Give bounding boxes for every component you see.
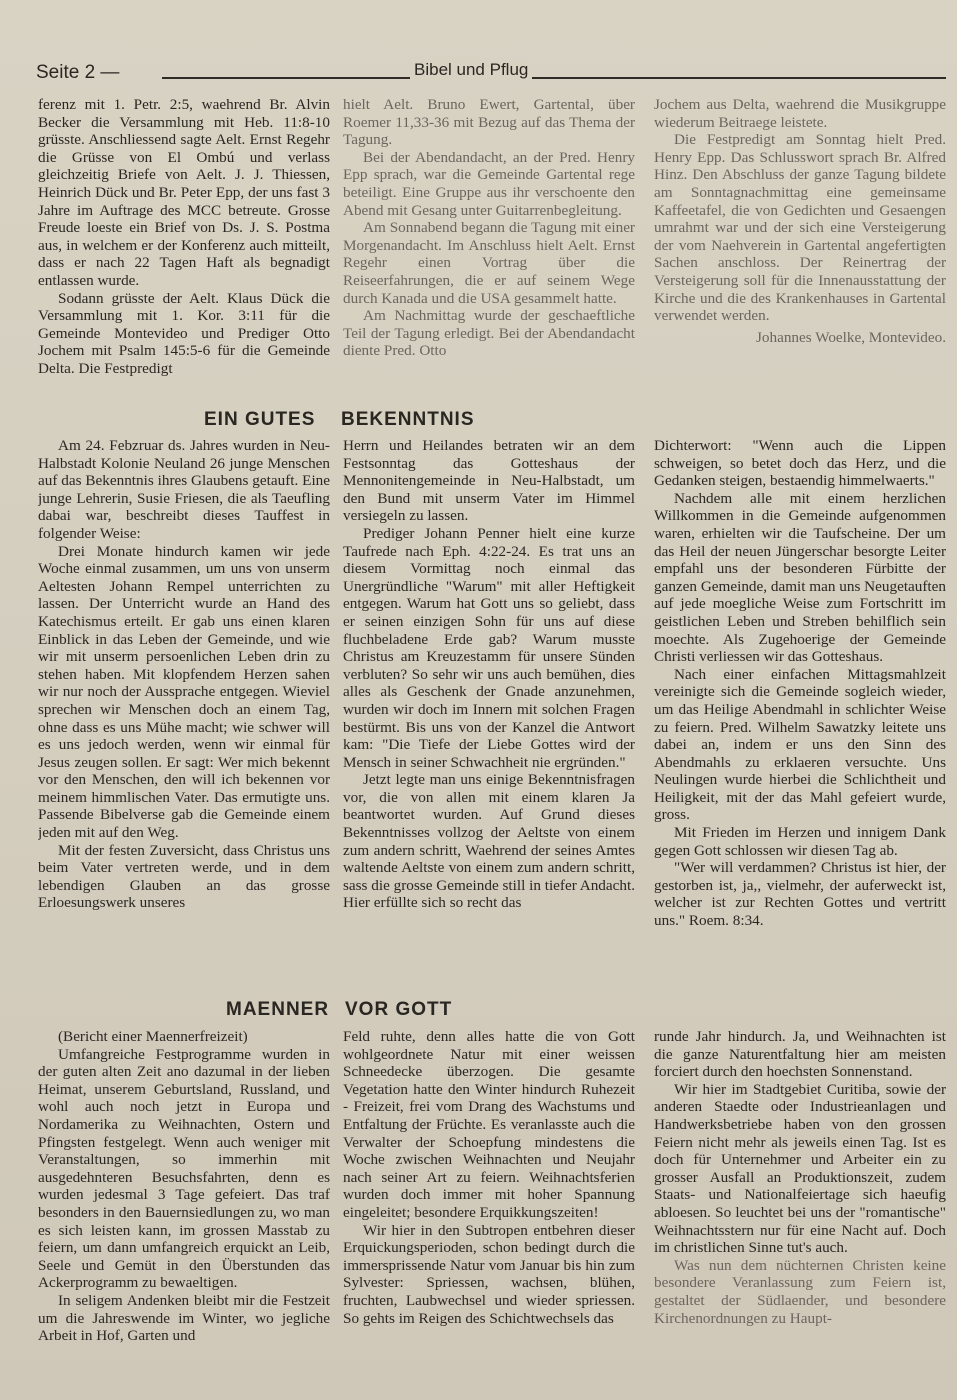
paragraph: Jetzt legte man uns einige Bekenntnisfragen vor, die von allen mit einem klaren Ja beantwortet wurden. Auf Grund dieses Bekenntnisses vollzog der Aeltste von einem zum andern schritt, Waehrend der seines Amtes waltende Aeltste von einem zum andern schritt, sass die grosse Gemeinde still in tiefer Andacht. Hier erfüllte sich so recht das	[343, 771, 635, 912]
paragraph: Herrn und Heilandes betraten wir an dem Festsonntag das Gotteshaus der Mennonitengemeinde in Neu-Halbstadt, um den Bund mit unserm Vater im Himmel versiegeln zu lassen.	[343, 437, 635, 525]
header-rule-right	[609, 77, 946, 79]
header-rule-left	[162, 77, 642, 79]
section1-column-1	[38, 96, 330, 396]
paragraph: Nachdem alle mit einem herzlichen Willkommen in die Gemeinde aufgenommen waren, erhielten wir die Taufscheine. Der um das Heil der neuen Jüngerschar besorgte Leiter empfahl uns der besonderen Fürbitte der ganzen Gemeinde, damit man uns Neugetauften auf jede moegliche Weise zum Fortschritt im geistlichen Leben und Streben behilflich sein moechte. Als Zugehoerige der Gemeinde Christi verliessen wir das Gotteshaus.	[654, 489, 946, 666]
article-headline-right: BEKENNTNIS	[341, 409, 475, 430]
paragraph: Wir hier in den Subtropen entbehren dieser Erquickungsperioden, schon bedingt durch die immersprissende Natur vom Januar bis hin zum Sylvester: Spriessen, wachsen, blühen, fruchten, Laubwechsel und wieder spriessen. So gehts im Reigen des Schichtwechsels das	[343, 1221, 635, 1327]
paragraph: "Wer will verdammen? Christus ist hier, der gestorben ist, ja,, vielmehr, der auferweckt ist, welcher ist zur Rechten Gottes und vertritt uns." Roem. 8:34.	[654, 859, 946, 930]
page-header	[36, 58, 946, 84]
paragraph: Wir hier im Stadtgebiet Curitiba, sowie der anderen Staedte oder Industrieanlagen und Handwerksbetriebe haben von den grossen Feiern nicht mehr als jeweils einen Tag. Ist es doch für Unternehmer und Arbeiter ein zu grosser Ausfall an Produktionszeit, zudem Staats- und Nationalfeiertage sich haeufig abloesen. So leuchtet bei uns der "romantische" Weihnachtsstern nur für eine Nacht auf. Doch im christlichen Sinne tut's auch.	[654, 1080, 946, 1257]
paragraph: Drei Monate hindurch kamen wir jede Woche einmal zusammen, um uns von unserm Aeltesten Johann Rempel unterrichten zu lassen. Der Unterricht wurde an Hand des Katechismus erteilt. Er gab uns einen klaren Einblick in das Leben der Gemeinde, und wie wir mit unserm persoenlichen Leben drin zu stehen haben. Mit klopfendem Herzen sahen wir nur noch der Aussprache entgegen. Wieviel sprechen wir Menschen doch an einem Tag, ohne dass es uns Mühe macht; wie schwer will es uns jedoch werden, wenn wir einmal für Jesus zeugen sollen. Er sagt: Wer mich bekennt vor den Menschen, den will ich bekennen vor meinem himmlischen Vater. Das ermutigte uns. Passende Bibelverse gab die Gemeinde einem jeden mit auf den Weg.	[38, 542, 330, 842]
article-headline-left: EIN GUTES	[204, 409, 316, 430]
paragraph: Mit Frieden im Herzen und innigem Dank gegen Gott schlossen wir diesen Tag ab.	[654, 824, 946, 859]
section3-column-2	[343, 1028, 635, 1400]
paragraph: In seligem Andenken bleibt mir die Festzeit um die Jahreswende im Winter, wo jegliche Arbeit in Hof, Garten und	[38, 1291, 330, 1345]
section2-column-1	[38, 437, 330, 987]
publication-title: Bibel und Pflug	[410, 60, 532, 80]
article-headline-right: VOR GOTT	[345, 999, 453, 1020]
paragraph: Prediger Johann Penner hielt eine kurze Taufrede nach Eph. 4:22-24. Es trat uns an diesem Vormittag noch einmal das Unergründliche "Warum" mit aller Heftigkeit entgegen. Warum hat Gott uns so geliebt, dass er seinen einzigen Sohn für uns auf diese fluchbeladene Erde gab? Warum musste Christus am Kreuzestamm für unsere Sünden verbluten? So sehr wir uns auch bemühen, dies alles als Geschenk der Gnade anzunehmen, wurden wir doch im Innern mit solchen Fragen bestürmt. Bis uns von der Kanzel die Antwort kam: "Die Tiefe der Liebe Gottes wird der Mensch in seiner Schwachheit nie ergründen."	[343, 524, 635, 771]
section2-column-3	[654, 437, 946, 987]
section3-column-3	[654, 1028, 946, 1400]
paragraph: Feld ruhte, denn alles hatte die von Gott wohlgeordnete Natur mit einer weissen Schneedecke überzogen. Die gesamte Vegetation hatte den Winter hindurch Ruhezeit - Freizeit, frei vom Drang des Wachstums und Entfaltung der Früchte. Es veranlasste auch die Verwalter der Schoepfung mindestens die Woche zwischen Weihnachten und Neujahr nach seiner Art zu feiern. Weihnachtsferien wurden doch immer mit hoher Spannung eingeleitet; besondere Erquikkungszeiten!	[343, 1028, 635, 1221]
paragraph: Dichterwort: "Wenn auch die Lippen schweigen, so betet doch das Herz, und die Gedanken steigen, bestaendig himmelwaerts."	[654, 437, 946, 490]
author-signature: Johannes Woelke, Montevideo.	[756, 328, 946, 346]
paragraph: Bei der Abendandacht, an der Pred. Henry Epp sprach, war die Gemeinde Gartental rege beteiligt. Eine Gruppe aus ihr verschoente den Abend mit Gesang unter Guitarrenbegleitung.	[343, 148, 635, 219]
paragraph: Mit der festen Zuversicht, dass Christus uns beim Vater vertreten werde, und in dem lebendigen Glauben an das grosse Erloesungswerk unseres	[38, 841, 330, 912]
paragraph: Jochem aus Delta, waehrend die Musikgruppe wiederum Beitraege leistete.	[654, 96, 946, 131]
section1-column-3	[654, 96, 946, 396]
paragraph: Am Sonnabend begann die Tagung mit einer Morgenandacht. Im Anschluss hielt Aelt. Ernst Regehr einen Vortrag über die Reiseerfahrungen, die er auf seinem Wege durch Kanada und die USA gesammelt hatte.	[343, 219, 635, 307]
section2-column-2	[343, 437, 635, 987]
paragraph: ferenz mit 1. Petr. 2:5, waehrend Br. Alvin Becker die Versammlung mit Heb. 11:8-10 grüsste. Anschliessend sagte Aelt. Ernst Regehr die Grüsse von El Ombú und verlass gleichzeitig Briefe von Aelt. J. J. Thiessen, Heinrich Dück und Br. Peter Epp, der uns fast 3 Jahre im Auftrage des MCC betreute. Grosse Freude loeste ein Brief von Ds. J. S. Postma aus, in welchem er der Konferenz auch mitteilt, dass er nach 22 Tagen Haft als begnadigt entlassen wurde.	[38, 96, 330, 289]
paragraph: Sodann grüsste der Aelt. Klaus Dück die Versammlung mit 1. Kor. 3:11 für die Gemeinde Montevideo und Prediger Otto Jochem mit Psalm 145:5-6 für die Gemeinde Delta. Die Festpredigt	[38, 289, 330, 377]
article-headline-left: MAENNER	[226, 999, 330, 1020]
paragraph: Nach einer einfachen Mittagsmahlzeit vereinigte sich die Gemeinde sogleich wieder, um das Heilige Abendmahl in schlichter Weise zu feiern. Pred. Wilhelm Sawatzky leitete uns dabei an, indem er uns den Sinn des Abendmahls zu erklaeren versuchte. Uns Neulingen wurde hierbei die Schlichtheit und Heiligkeit, mit der das Mahl gefeiert wurde, gross.	[654, 665, 946, 824]
paragraph: Die Festpredigt am Sonntag hielt Pred. Henry Epp. Das Schlusswort sprach Br. Alfred Hinz. Den Abschluss der ganze Tagung bildete am Sonntagnachmittag eine gemeinsame Kaffeetafel, die von Gedichten und Gesaengen umrahmt war und der sich eine Versteigerung der vom Naehverein in Gartental angefertigten Sachen anschloss. Der Reinertrag der Versteigerung soll für die Innenausstattung der Kirche und die des Krankenhauses in Gartental verwendet werden.	[654, 131, 946, 325]
paragraph: hielt Aelt. Bruno Ewert, Gartental, über Roemer 11,33-36 mit Bezug auf das Thema der Tagung.	[343, 96, 635, 149]
section3-column-1	[38, 1028, 330, 1400]
paragraph: Am 24. Febzruar ds. Jahres wurden in Neu-Halbstadt Kolonie Neuland 26 junge Menschen auf das Bekenntnis ihres Glaubens getauft. Eine junge Lehrerin, Susie Friesen, die als Taeufling dabai war, beschreibt dieses Tauffest in folgender Weise:	[38, 437, 330, 542]
paragraph: Umfangreiche Festprogramme wurden in der guten alten Zeit ano dazumal in der lieben Heimat, unserem Geburtsland, Russland, und wohl auch noch jetzt in Europa und Nordamerika zu Weihnachten, Ostern und Pfingsten festgelegt. Wenn auch weniger mit Veranstaltungen, so immerhin mit ausgedehnteren Besuchsfahrten, denn es wurden jedesmal 3 Tage gefeiert. Das traf besonders in den Bauernsiedlungen zu, wo man es sich leisten kann, im grossen Masstab zu feiern, um dann umfangreich erquickt an Leib, Seele und Gemüt in den Überstunden das Ackerprogramm zu bewaeltigen.	[38, 1045, 330, 1292]
article-subtitle: (Bericht einer Maennerfreizeit)	[58, 1028, 248, 1045]
section1-column-2	[343, 96, 635, 396]
paragraph: Was nun dem nüchternen Christen keine besondere Veranlassung zum Feiern ist, gestaltet der Südlaender, und besondere Kirchenordnungen zu Haupt-	[654, 1256, 946, 1327]
paragraph: runde Jahr hindurch. Ja, und Weihnachten ist die ganze Naturentfaltung hier am meisten forciert durch den hoechsten Sonnenstand.	[654, 1028, 946, 1081]
page-number-label: Seite 2 —	[36, 62, 120, 83]
paragraph: Am Nachmittag wurde der geschaeftliche Teil der Tagung erledigt. Bei der Abendandacht diente Pred. Otto	[343, 307, 635, 360]
